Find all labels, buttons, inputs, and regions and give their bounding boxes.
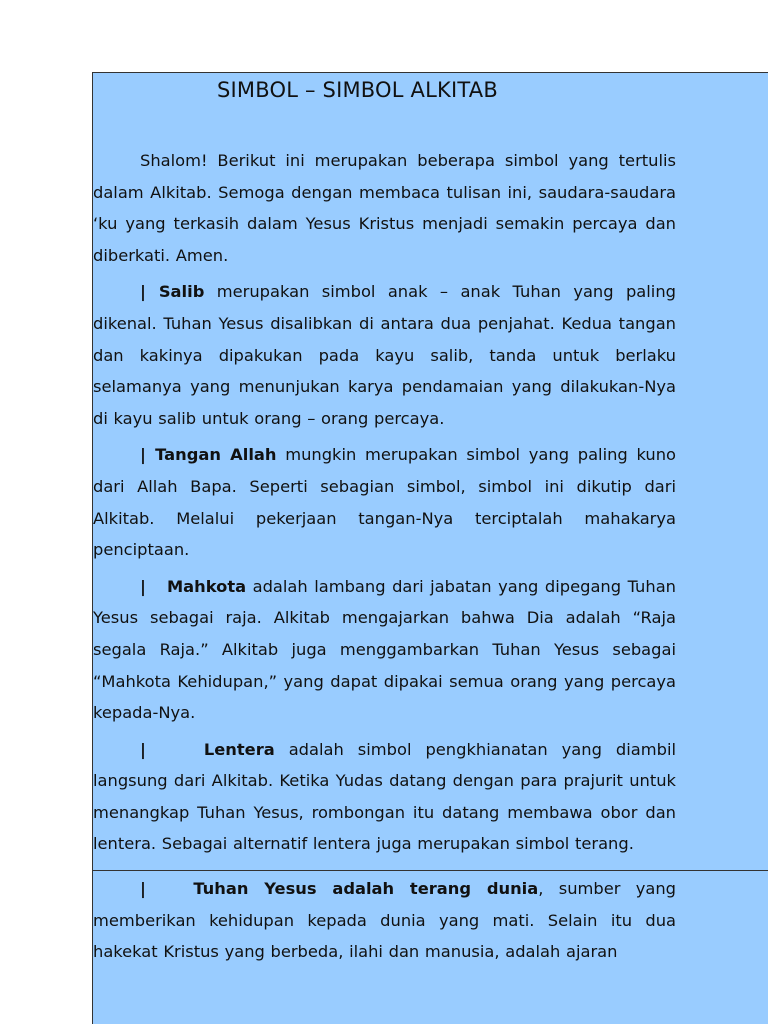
paragraph-tangan-allah bbox=[93, 439, 676, 565]
paragraph-marker: | bbox=[140, 739, 204, 759]
paragraph-marker: | bbox=[140, 282, 159, 302]
term-mahkota: Mahkota bbox=[166, 576, 247, 596]
paragraph-marker: | bbox=[140, 576, 167, 596]
intro-paragraph: Shalom! Berikut ini merupakan beberapa simbol yang tertulis dalam Alkitab. Semoga dengan membaca tulisan ini, saudara-saudara ‘ku yang terkasih dalam Yesus Kristus menjadi semakin percaya dan diberkati. Amen. bbox=[93, 151, 676, 265]
term-terang-dunia: Tuhan Yesus adalah terang dunia bbox=[193, 879, 539, 898]
paragraph-text: merupakan simbol anak – anak Tuhan yang paling dikenal. Tuhan Yesus disalibkan di antara dua penjahat. Kedua tangan dan kakinya dipakukan pada kayu salib, tanda untuk berlaku selamanya yang menunjukan karya pendamaian yang dilakukan-Nya di kayu salib untuk orang – orang percaya. bbox=[93, 282, 676, 428]
paragraph-text: , sumber yang memberikan kehidupan kepada dunia yang mati. Selain itu dua hakekat Kristus yang berbeda, ilahi dan manusia, adalah ajaran bbox=[93, 879, 677, 962]
paragraph-salib bbox=[93, 276, 676, 434]
paragraph-text: adalah lambang dari jabatan yang dipegang Tuhan Yesus sebagai raja. Alkitab mengajarkan bahwa Dia adalah “Raja segala Raja.” Alkitab juga menggambarkan Tuhan Yesus sebagai “Mahkota Kehidupan,” yang dapat dipakai semua orang yang percaya kepada-Nya. bbox=[93, 576, 676, 723]
paragraph-terang-dunia bbox=[93, 873, 676, 968]
table-cell-main bbox=[93, 145, 676, 865]
paragraph-mahkota bbox=[93, 571, 676, 729]
table-cell-continued bbox=[93, 873, 676, 973]
table-row-divider bbox=[93, 870, 768, 871]
paragraph-marker: | bbox=[140, 879, 194, 898]
term-tangan-allah: Tangan Allah bbox=[155, 445, 277, 465]
document-title: SIMBOL – SIMBOL ALKITAB bbox=[217, 78, 498, 102]
term-lentera: Lentera bbox=[203, 739, 275, 759]
paragraph-lentera bbox=[93, 734, 676, 860]
paragraph-text: mungkin merupakan simbol yang paling kuno dari Allah Bapa. Seperti sebagian simbol, simbol ini dikutip dari Alkitab. Melalui pekerjaan tangan-Nya terciptalah mahakarya penciptaan. bbox=[93, 445, 676, 560]
paragraph-marker: | bbox=[140, 445, 156, 465]
document-table bbox=[92, 72, 768, 1024]
paragraph-text: adalah simbol pengkhianatan yang diambil langsung dari Alkitab. Ketika Yudas datang dengan para prajurit untuk menangkap Tuhan Yesus, rombongan itu datang membawa obor dan lentera. Sebagai alternatif lentera juga merupakan simbol terang. bbox=[93, 739, 676, 854]
term-salib: Salib bbox=[158, 282, 205, 302]
